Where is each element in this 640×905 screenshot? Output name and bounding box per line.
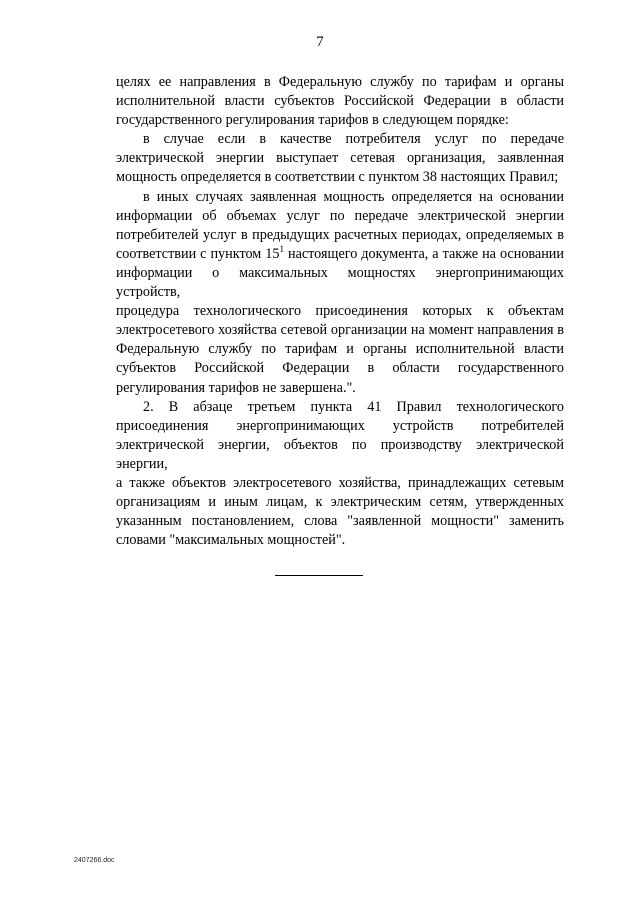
page-number: 7 xyxy=(316,34,324,50)
superscript: 1 xyxy=(279,243,284,254)
text-line: мощность определяется в соответствии с пунктом 38 настоящих Правил; xyxy=(116,169,559,186)
text-line: исполнительной власти субъектов Российской Федерации в области xyxy=(116,93,564,110)
text-line: в иных случаях заявленная мощность определяется на основании xyxy=(143,188,564,205)
text-line: информации об объемах услуг по передаче электрической энергии xyxy=(116,207,564,224)
text-line: соответствии с пунктом $15^1$ настоящего документа, а также на основании xyxy=(116,243,564,262)
text-line: государственного регулирования тарифов в следующем порядке: xyxy=(116,112,509,129)
text-line: а также объектов электросетевого хозяйства, принадлежащих сетевым xyxy=(116,474,564,491)
document-body xyxy=(116,73,564,550)
text-line: словами "максимальных мощностей". xyxy=(116,532,346,549)
text-line: в случае если в качестве потребителя услуг по передаче xyxy=(143,131,564,148)
text-line: процедура технологического присоединения которых к объектам xyxy=(116,303,564,320)
text-line: Федеральную службу по тарифам и органы исполнительной власти xyxy=(116,341,564,358)
text-line: указанным постановлением, слова "заявленной мощности" заменить xyxy=(116,513,564,530)
text-line: информации о максимальных мощностях энергопринимающих устройств, xyxy=(116,264,564,301)
text-line: регулирования тарифов не завершена.". xyxy=(116,379,356,396)
text-line: целях ее направления в Федеральную службу по тарифам и органы xyxy=(116,74,564,90)
text-line: 2. В абзаце третьем пункта 41 Правил технологического xyxy=(143,398,564,415)
text-line: присоединения энергопринимающих устройств потребителей xyxy=(116,417,564,434)
text-line: субъектов Российской Федерации в области государственного xyxy=(116,360,564,377)
text-line: потребителей услуг в предыдущих расчетных периодах, определяемых в xyxy=(116,226,564,243)
document-file-reference: 2407266.doc xyxy=(74,857,115,864)
text-line: электросетевого хозяйства сетевой организации на момент направления в xyxy=(116,322,564,339)
text-line: электрической энергии, объектов по производству электрической энергии, xyxy=(116,436,564,472)
text-line: электрической энергии выступает сетевая организация, заявленная xyxy=(116,150,564,167)
closing-rule xyxy=(275,575,363,576)
text-line: организациям и иным лицам, к электрическим сетям, утвержденных xyxy=(116,494,564,511)
